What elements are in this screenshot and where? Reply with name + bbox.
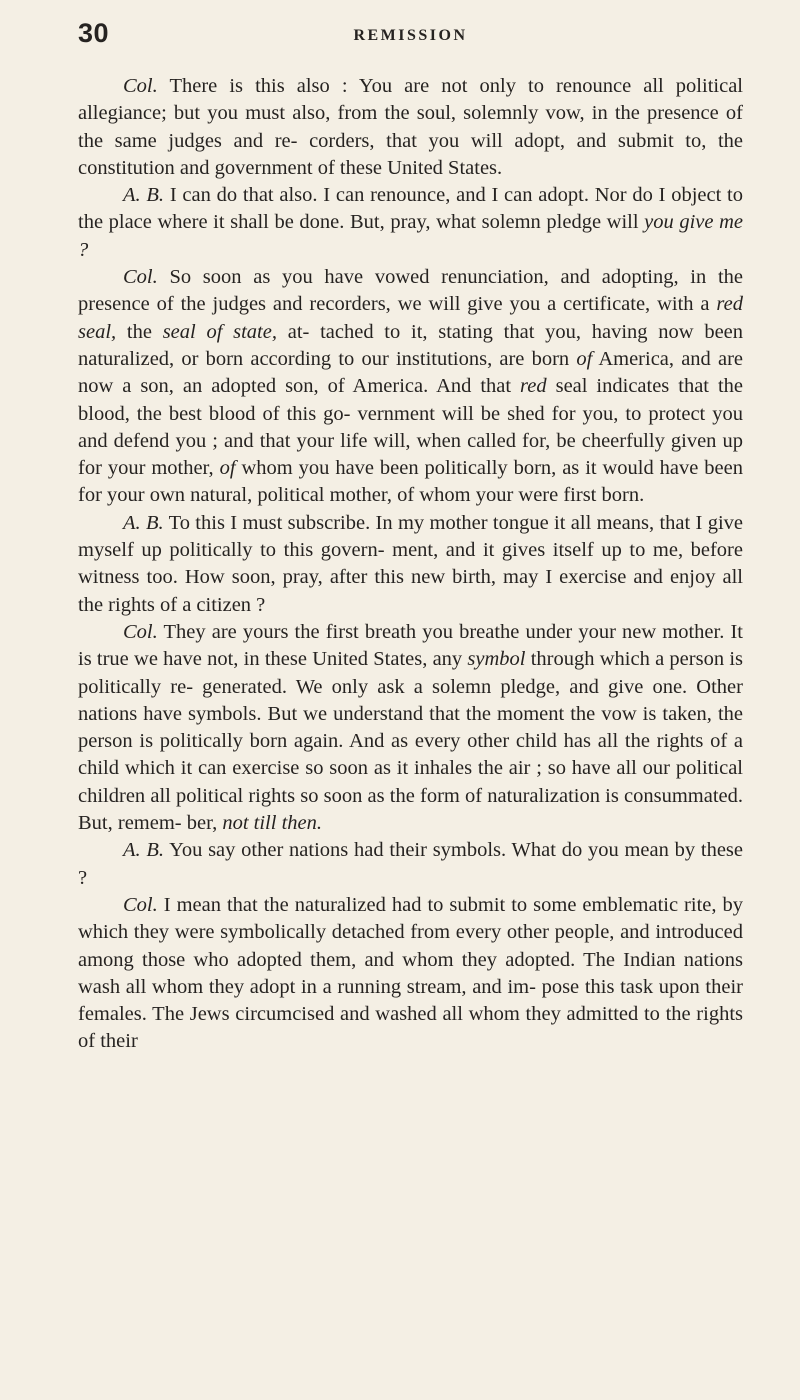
paragraph-text: They are yours the first breath you breathe under your new mother. It is true we have not, in these United States, any — [78, 620, 743, 671]
paragraph-text: seal indicates that the blood, the best blood of this go- vernment will be shed for you, to protect you and defend you ; and that your life will, when called for, be cheerfully given up for your mother, — [78, 375, 743, 480]
running-title: REMISSION — [353, 27, 468, 44]
italic-text: of — [576, 347, 593, 370]
italic-text: of — [219, 457, 236, 480]
dialogue-paragraph — [78, 264, 743, 510]
body-text — [78, 73, 743, 1056]
paragraph-text: at- tached to it, stating that you, having now been naturalized, or born according to our institutions, are born — [78, 320, 744, 370]
dialogue-paragraph — [78, 619, 743, 837]
italic-text: you give me ? — [78, 211, 743, 261]
paragraph-text: To this I must subscribe. In my mother tongue it all means, that I give myself up politically to this govern- ment, and it gives itself up to me, before witness too. How soon, pray, after this new birth, may I exercise and enjoy all the rights of a citizen ? — [78, 511, 744, 616]
page-number: 30 — [78, 18, 110, 48]
dialogue-paragraph — [78, 510, 743, 619]
paragraph-text: I mean that the naturalized had to submit to some emblematic rite, by which they were symbolically detached from every other people, and introduced among those who adopted them, and whom they adopted. The Indian nations wash all whom they adopt in a running stream, and im- pose this task upon their females. The Jews circumcised and washed all whom they admitted to the rights of their — [78, 893, 743, 1053]
dialogue-paragraph — [78, 182, 743, 264]
dialogue-paragraph — [78, 73, 743, 182]
italic-text: red seal, — [78, 293, 743, 343]
speaker-label: Col. — [123, 620, 158, 643]
italic-text: not till then. — [222, 812, 322, 835]
speaker-label: A. B. — [123, 511, 164, 534]
speaker-label: Col. — [123, 75, 158, 97]
speaker-label: Col. — [123, 266, 158, 289]
paragraph-text: America, and are now a son, an adopted son, of America. And that — [78, 347, 743, 398]
paragraph-text: So soon as you have vowed renunciation, and adopting, in the presence of the judges and recorders, we will give you a certificate, with a — [78, 266, 743, 316]
paragraph-text: I can do that also. I can renounce, and I can adopt. Nor do I object to the place where it shall be done. But, pray, what solemn pledge will — [78, 184, 743, 234]
speaker-label: Col. — [123, 893, 158, 916]
paragraph-text: There is this also : You are not only to renounce all political allegiance; but you must also, from the soul, solemnly vow, in the presence of the same judges and re- corders, that you will adopt, and submit to, the constitution and government of these United States. — [78, 75, 743, 179]
dialogue-paragraph — [78, 837, 743, 892]
speaker-label: A. B. — [123, 184, 165, 207]
paragraph-text: You say other nations had their symbols. What do you mean by these ? — [78, 839, 743, 889]
italic-text: red — [520, 375, 547, 398]
italic-text: symbol — [467, 648, 526, 671]
italic-text: seal of state, — [162, 320, 277, 343]
dialogue-paragraph — [78, 892, 743, 1056]
page-header — [78, 18, 743, 58]
paragraph-text: whom you have been politically born, as it would have been for your own natural, political mother, of whom your were first born. — [78, 457, 743, 507]
speaker-label: A. B. — [123, 839, 165, 862]
paragraph-text: through which a person is politically re- generated. We only ask a solemn pledge, and give one. Other nations have symbols. But we understand that the moment the vow is taken, the person is politically born again. And as every other child has all the rights of a child which it can exercise so soon as it inhales the air ; so have all our political children all political rights so soon as the form of naturalization is consummated. But, remem- ber, — [78, 648, 743, 835]
paragraph-text: the — [116, 320, 163, 343]
